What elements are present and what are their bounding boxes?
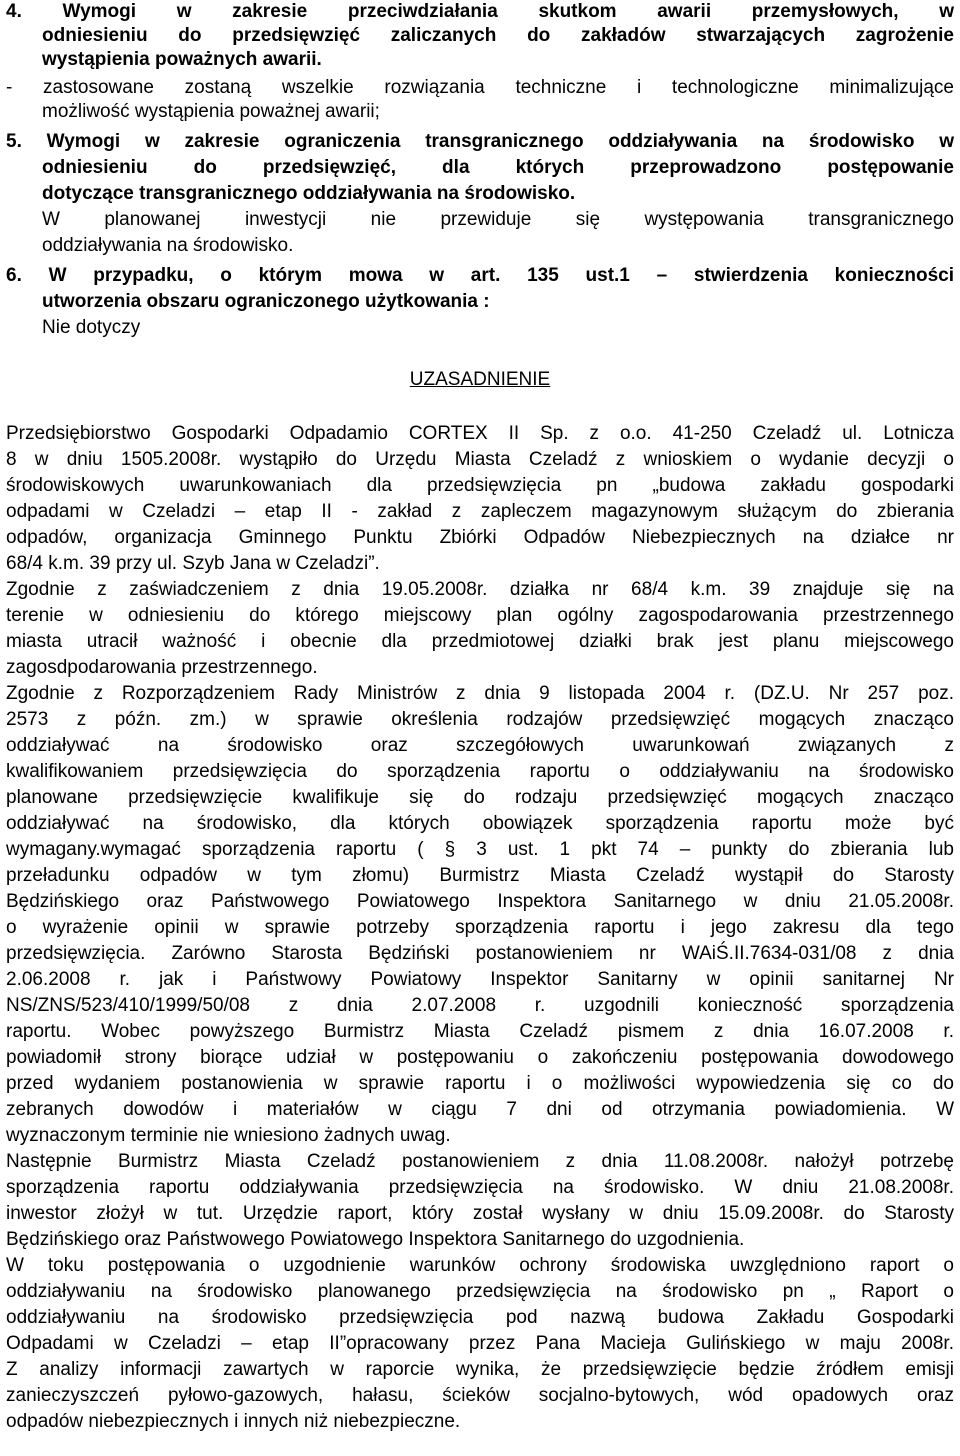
body-line: odpadów niebezpiecznych i innych niż niebezpieczne. [6,1411,461,1432]
body-line: Będzińskiego oraz Państwowego Powiatowego Inspektora Sanitarnego do uzgodnienia. [6,1229,745,1250]
body-line: Przedsiębiorstwo Gospodarki Odpadamio CORTEX II Sp. z o.o. 41-250 Czeladź ul. Lotnicza [6,423,954,444]
body-line: 2573 z późn. zm.) w sprawie określenia rodzajów przedsięwzięć mogących znacząco [6,709,954,730]
body-line: odpadów, organizacja Gminnego Punktu Zbiórki Odpadów Niebezpiecznych na działce nr [6,527,954,548]
section-6-heading-line: utworzenia obszaru ograniczonego użytkowania : [42,291,490,312]
body-line: zanieczyszczeń pyłowo-gazowych, hałasu, ścieków socjalno-bytowych, wód opadowych oraz [6,1385,954,1406]
body-line: Następnie Burmistrz Miasta Czeladź postanowieniem z dnia 11.08.2008r. nałożył potrzebę [6,1151,954,1172]
section-5-text: W planowanej inwestycji nie przewiduje się występowania transgranicznego [42,209,954,230]
body-line: przedsięwzięcia. Zarówno Starosta Będziński postanowieniem nr WAiŚ.II.7634-031/08 z dnia [6,943,954,964]
body-line: planowane przedsięwzięcie kwalifikuje się do rodzaju przedsięwzięć mogących znacząco [6,787,954,808]
body-line: inwestor złożył w tut. Urzędzie raport, który został wysłany w dniu 15.09.2008r. do Starosty [6,1203,954,1224]
body-line: Będzińskiego oraz Państwowego Powiatowego Inspektora Sanitarnego w dniu 21.05.2008r. [6,891,954,912]
body-line: Zgodnie z zaświadczeniem z dnia 19.05.2008r. działka nr 68/4 k.m. 39 znajduje się na [6,579,954,600]
body-line: NS/ZNS/523/410/1999/50/08 z dnia 2.07.2008 r. uzgodnili konieczność sporządzenia [6,995,954,1016]
bullet-line: możliwość wystąpienia poważnej awarii; [42,101,380,122]
body-line: przeładunku odpadów w tym złomu) Burmistrz Miasta Czeladź wystąpił do Starosty [6,865,954,886]
body-line: oddziaływaniu na środowisko planowanego przedsięwzięcia na środowisko pn „ Raport o [6,1281,954,1302]
section-5-text: oddziaływania na środowisko. [42,235,294,256]
body-line: zebranych dowodów i materiałów w ciągu 7 dni od otrzymania powiadomienia. W [6,1099,954,1120]
section-5-heading: 5. Wymogi w zakresie ograniczenia transgranicznego oddziaływania na środowisko w [6,131,954,152]
body-line: kwalifikowaniem przedsięwzięcia do sporządzenia raportu o oddziaływaniu na środowisko [6,761,954,782]
body-line: miasta utracił ważność i obecnie dla przedmiotowej działki brak jest planu miejscowego [6,631,954,652]
body-line: wymagany.wymagać sporządzenia raportu ( § 3 ust. 1 pkt 74 – punkty do zbierania lub [6,839,954,860]
body-line: wyznaczonym terminie nie wniesiono żadnych uwag. [6,1125,451,1146]
section-5-heading-line: odniesieniu do przedsięwzięć, dla których przeprowadzono postępowanie [42,157,954,178]
body-line: Odpadami w Czeladzi – etap II”opracowany przez Pana Macieja Gulińskiego w maju 2008r. [6,1333,954,1354]
body-line: 68/4 k.m. 39 przy ul. Szyb Jana w Czeladzi”. [6,553,380,574]
body-line: raportu. Wobec powyższego Burmistrz Miasta Czeladź pismem z dnia 16.07.2008 r. [6,1021,954,1042]
body-line: powiadomił strony biorące udział w postępowaniu o zakończeniu postępowania dowodowego [6,1047,954,1068]
body-line: zagosdpodarowania przestrzennego. [6,657,318,678]
section-6-text: Nie dotyczy [42,317,141,338]
body-line: środowiskowych uwarunkowaniach dla przedsięwzięcia pn „budowa zakładu gospodarki [6,475,954,496]
body-line: terenie w odniesieniu do którego miejscowy plan ogólny zagospodarowania przestrzennego [6,605,954,626]
body-line: 2.06.2008 r. jak i Państwowy Powiatowy Inspektor Sanitarny w opinii sanitarnej Nr [6,969,954,990]
body-line: oddziaływać na środowisko, dla których obowiązek sporządzenia raportu może być [6,813,954,834]
body-line: o wyrażenie opinii w sprawie potrzeby sporządzenia raportu i jego zakresu dla tego [6,917,954,938]
body-line: przed wydaniem postanowienia w sprawie raportu i o możliwości wypowiedzenia się co do [6,1073,954,1094]
section-4-heading: 4. Wymogi w zakresie przeciwdziałania skutkom awarii przemysłowych, w [6,1,954,22]
body-line: sporządzenia raportu oddziaływania przedsięwzięcia na środowisko. W dniu 21.08.2008r. [6,1177,954,1198]
body-line: oddziaływać na środowisko oraz szczegółowych uwarunkowań związanych z [6,735,954,756]
section-4-heading-line: odniesieniu do przedsięwzięć zaliczanych do zakładów stwarzających zagrożenie [42,25,954,46]
justification-heading: UZASADNIENIE [409,369,551,390]
section-5-heading-line: dotyczące transgranicznego oddziaływania na środowisko. [42,183,576,204]
body-line: Z analizy informacji zawartych w raporcie wynika, że przedsięwzięcie będzie źródłem emisji [6,1359,954,1380]
bullet-line: - zastosowane zostaną wszelkie rozwiązania techniczne i technologiczne minimalizujące [6,77,954,98]
body-line: Zgodnie z Rozporządzeniem Rady Ministrów z dnia 9 listopada 2004 r. (DZ.U. Nr 257 poz. [6,683,954,704]
body-line: odpadami w Czeladzi – etap II - zakład z zapleczem magazynowym służącym do zbierania [6,501,954,522]
section-4-heading-line: wystąpienia poważnych awarii. [42,49,322,70]
body-line: oddziaływaniu na środowisko przedsięwzięcia pod nazwą budowa Zakładu Gospodarki [6,1307,954,1328]
body-line: W toku postępowania o uzgodnienie warunków ochrony środowiska uwzględniono raport o [6,1255,954,1276]
section-6-heading: 6. W przypadku, o którym mowa w art. 135 ust.1 – stwierdzenia konieczności [6,265,954,286]
body-line: 8 w dniu 1505.2008r. wystąpiło do Urzędu Miasta Czeladź z wnioskiem o wydanie decyzji o [6,449,954,470]
